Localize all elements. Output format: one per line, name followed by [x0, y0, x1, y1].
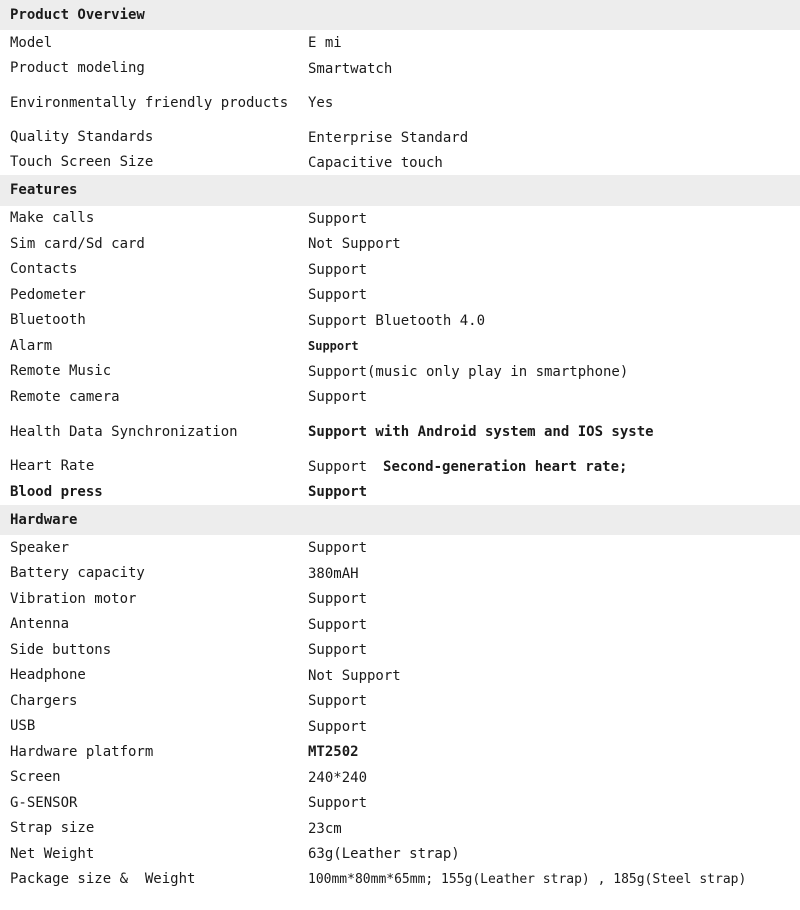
spec-label: Headphone: [10, 667, 86, 683]
spec-value: 100mm*80mm*65mm; 155g(Leather strap) , 185g(Steel strap): [308, 872, 747, 887]
spec-row-antenna: [0, 612, 800, 637]
spec-label: Remote camera: [10, 388, 120, 405]
spec-label: Package size & Weight: [10, 871, 196, 887]
spec-row-bluetooth: [0, 308, 800, 333]
section-header-hardware: Hardware: [0, 505, 800, 535]
spec-row-vibration-motor: [0, 586, 800, 612]
spec-row-health-data-sync: [0, 410, 800, 454]
spec-value: Not Support: [308, 667, 401, 684]
spec-value: 63g(Leather strap): [308, 846, 460, 862]
spec-value: 380mAH: [308, 565, 359, 582]
spec-row-chargers: [0, 688, 800, 714]
spec-value: Support: [308, 616, 368, 633]
spec-value: 23cm: [308, 820, 342, 837]
spec-row-quality-standards: [0, 125, 800, 150]
spec-value: Support: [308, 591, 368, 607]
spec-row-package-size-weight: [0, 867, 800, 892]
spec-label: Screen: [10, 769, 61, 785]
spec-label: Model: [10, 34, 53, 51]
spec-row-model: [0, 30, 800, 56]
spec-label: Heart Rate: [10, 458, 95, 474]
spec-label: Sim card/Sd card: [10, 235, 145, 252]
spec-label: Contacts: [10, 261, 78, 277]
spec-row-g-sensor: [0, 790, 800, 816]
spec-row-heart-rate: [0, 454, 800, 479]
spec-row-side-buttons: [0, 637, 800, 663]
spec-row-blood-press: [0, 479, 800, 505]
spec-row-remote-camera: [0, 384, 800, 410]
spec-label: G-SENSOR: [10, 794, 78, 811]
spec-label: Pedometer: [10, 286, 86, 303]
spec-label: Make calls: [10, 210, 95, 226]
spec-label: Antenna: [10, 616, 70, 632]
spec-label: Vibration motor: [10, 590, 137, 607]
spec-value: Support: [308, 540, 368, 556]
spec-row-product-modeling: [0, 56, 800, 81]
spec-label: Remote Music: [10, 363, 112, 379]
spec-row-pedometer: [0, 282, 800, 308]
spec-label: USB: [10, 718, 36, 734]
spec-label: Blood press: [10, 483, 103, 500]
spec-value: Support Bluetooth 4.0: [308, 312, 486, 329]
spec-label: Speaker: [10, 539, 70, 556]
spec-value-group: [308, 459, 800, 475]
spec-value: Smartwatch: [308, 60, 393, 77]
spec-row-usb: [0, 714, 800, 739]
spec-label: Bluetooth: [10, 312, 86, 328]
spec-value: E mi: [308, 35, 342, 51]
spec-value: Support: [308, 389, 368, 405]
spec-value-extra: Second-generation heart rate;: [383, 458, 628, 475]
spec-value: Not Support: [308, 236, 401, 252]
spec-label: Side buttons: [10, 641, 112, 658]
spec-row-strap-size: [0, 816, 800, 841]
spec-value: Support: [308, 795, 368, 811]
spec-value: Capacitive touch: [308, 154, 443, 171]
spec-label: Chargers: [10, 692, 78, 709]
spec-label: Strap size: [10, 820, 95, 836]
spec-label: Health Data Synchronization: [10, 423, 238, 440]
spec-label: Battery capacity: [10, 565, 145, 581]
spec-row-sim-card: [0, 231, 800, 257]
spec-value: Support: [308, 261, 368, 278]
spec-value: Support: [308, 458, 368, 475]
spec-row-battery-capacity: [0, 561, 800, 586]
spec-label: Touch Screen Size: [10, 154, 154, 170]
spec-row-net-weight: [0, 841, 800, 867]
spec-label: Net Weight: [10, 845, 95, 862]
spec-row-make-calls: [0, 206, 800, 231]
spec-label: Environmentally friendly products: [10, 94, 289, 111]
spec-value: Support: [308, 210, 368, 227]
spec-value: Support with Android system and IOS syste: [308, 424, 654, 440]
spec-label: Alarm: [10, 337, 53, 354]
spec-label: Product modeling: [10, 60, 145, 76]
spec-value: Yes: [308, 95, 334, 111]
spec-row-alarm: [0, 333, 800, 359]
spec-row-contacts: [0, 257, 800, 282]
spec-label: Quality Standards: [10, 129, 154, 145]
spec-row-touch-screen-size: [0, 150, 800, 175]
spec-label: Hardware platform: [10, 743, 154, 760]
spec-value: Support: [308, 693, 368, 709]
spec-value: Support: [308, 718, 368, 735]
spec-value: Support(music only play in smartphone): [308, 363, 629, 380]
section-header-overview: Product Overview: [0, 0, 800, 30]
spec-value: Support: [308, 339, 359, 353]
spec-row-environmentally-friendly: [0, 81, 800, 125]
spec-value: Enterprise Standard: [308, 129, 469, 146]
section-header-features: Features: [0, 175, 800, 206]
spec-value: 240*240: [308, 769, 368, 786]
spec-value: MT2502: [308, 744, 359, 760]
spec-row-hardware-platform: [0, 739, 800, 765]
spec-row-screen: [0, 765, 800, 790]
spec-value: Support: [308, 484, 368, 500]
spec-row-remote-music: [0, 359, 800, 384]
spec-value: Support: [308, 287, 368, 303]
spec-row-headphone: [0, 663, 800, 688]
spec-row-speaker: [0, 535, 800, 561]
spec-value: Support: [308, 642, 368, 658]
